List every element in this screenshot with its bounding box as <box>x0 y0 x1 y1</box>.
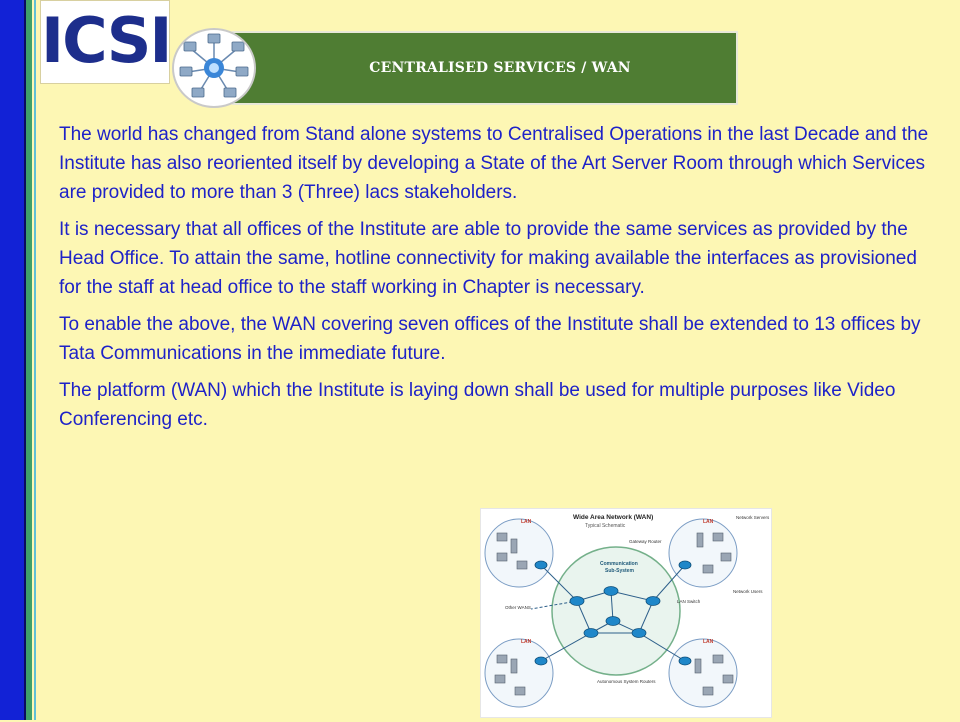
icsi-logo <box>40 0 170 84</box>
title-banner <box>232 31 738 105</box>
network-emblem-icon <box>172 28 256 108</box>
paragraph-4: The platform (WAN) which the Institute is laying down shall be used for multiple purposes like Video Conferencing etc. <box>59 380 896 430</box>
lan-label-3: LAN <box>521 639 532 645</box>
lan-label-1: LAN <box>521 519 532 525</box>
wan-schematic-diagram <box>480 508 772 718</box>
other-wan-label: Other WANS <box>505 605 531 610</box>
paragraph-3: To enable the above, the WAN covering seven offices of the Institute shall be extended to 13 offices by Tata Communications in the immediate future. <box>59 314 921 364</box>
paragraph-1: The world has changed from Stand alone systems to Centralised Operations in the last Decade and the Institute has also reoriented itself by developing a State of the Art Server Room through which Services are provided to more than 3 (Three) lacs stakeholders. <box>59 124 929 203</box>
logo-text: ICSI <box>41 4 171 77</box>
body-text <box>59 120 939 442</box>
diagram-subtitle: Typical Schematic <box>585 523 626 529</box>
paragraph-2: It is necessary that all offices of the Institute are able to provide the same services as provided by the Head Office. To attain the same, hotline connectivity for making available the interfaces as provisioned for the staff at head office to the staff working in Chapter is necessary. <box>59 219 917 298</box>
center-label-1: Communication <box>600 561 638 567</box>
lan-label-4: LAN <box>703 639 714 645</box>
servers-label: Network Servers <box>736 515 770 520</box>
left-accent-line <box>34 0 36 720</box>
slide-title: CENTRALISED SERVICES / WAN <box>369 60 631 76</box>
left-accent-stripe <box>26 0 32 720</box>
switch-label: LAN Switch <box>677 599 701 604</box>
gateway-label: Gateway Router <box>629 539 662 544</box>
users-label: Network Users <box>733 589 763 594</box>
center-label-2: Sub-System <box>605 568 634 574</box>
left-accent-bar <box>0 0 26 720</box>
lan-label-2: LAN <box>703 519 714 525</box>
diagram-title: Wide Area Network (WAN) <box>573 514 654 521</box>
as-routers-label: Autonomous System Routers <box>597 679 656 684</box>
